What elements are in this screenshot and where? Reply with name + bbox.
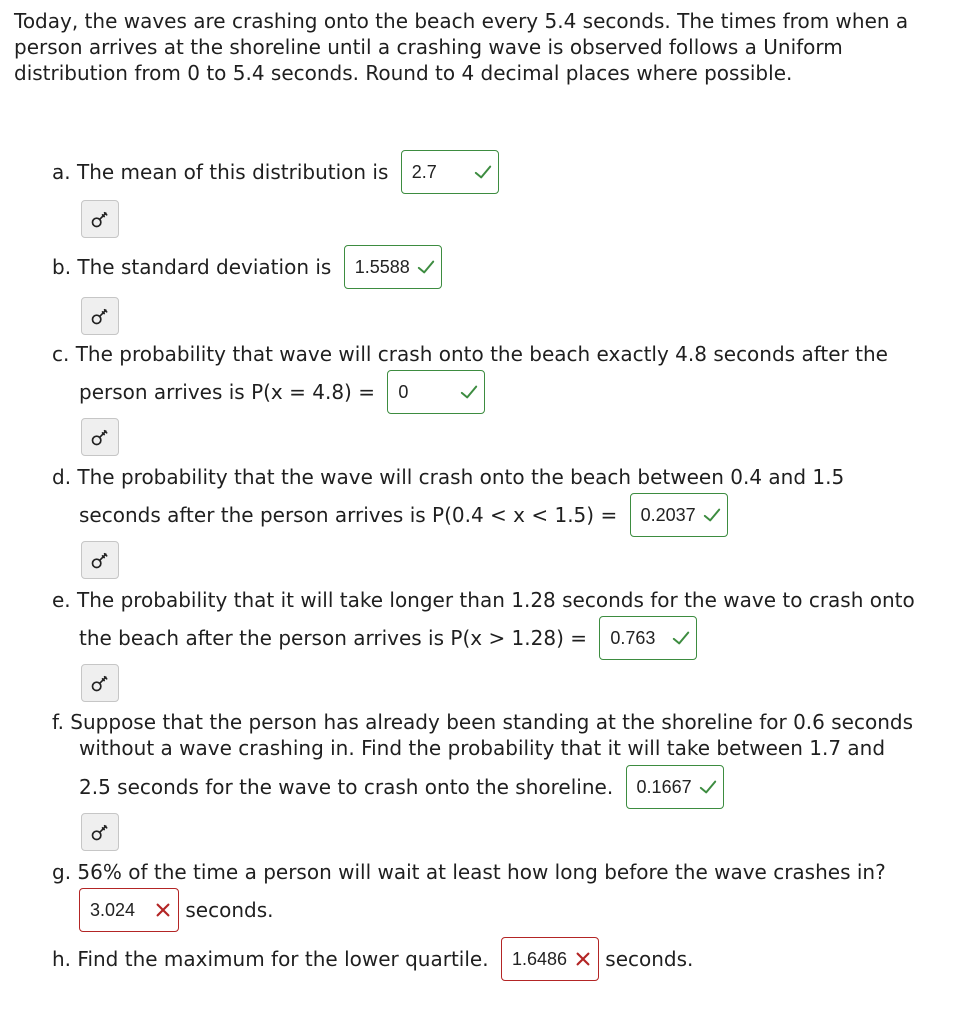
checkmark-icon	[699, 778, 717, 796]
answer-h-input[interactable]	[501, 937, 599, 981]
answer-d-input[interactable]	[630, 493, 728, 537]
key-icon	[90, 550, 110, 570]
question-c-text: person arrives is P(x = 4.8) =	[79, 380, 375, 404]
answer-e-input[interactable]	[599, 616, 697, 660]
question-b	[52, 245, 442, 289]
key-button-b[interactable]	[81, 297, 119, 335]
answer-h-value: 1.6486	[511, 949, 567, 969]
key-button-c[interactable]	[81, 418, 119, 456]
question-e	[79, 616, 697, 660]
question-h-suffix: seconds.	[605, 947, 694, 971]
answer-d-value: 0.2037	[640, 505, 696, 525]
question-f-text: 2.5 seconds for the wave to crash onto the shoreline.	[79, 775, 614, 799]
answer-g-value: 3.024	[90, 900, 136, 920]
answer-e-value: 0.763	[610, 628, 656, 648]
answer-a-value: 2.7	[411, 162, 437, 182]
key-icon	[90, 822, 110, 842]
question-h	[52, 937, 693, 981]
question-a-text: a. The mean of this distribution is	[52, 160, 389, 184]
answer-a-input[interactable]	[401, 150, 499, 194]
question-g-line1: g. 56% of the time a person will wait at least how long before the wave crashes in?	[52, 860, 886, 884]
question-f-line1: f. Suppose that the person has already been standing at the shoreline for 0.6 seconds	[52, 710, 913, 734]
checkmark-icon	[672, 629, 690, 647]
answer-f-value: 0.1667	[636, 777, 692, 797]
key-button-f[interactable]	[81, 813, 119, 851]
checkmark-icon	[417, 258, 435, 276]
question-b-text: b. The standard deviation is	[52, 255, 332, 279]
checkmark-icon	[460, 383, 478, 401]
answer-g-input[interactable]	[79, 888, 179, 932]
question-d-line1: d. The probability that the wave will crash onto the beach between 0.4 and 1.5	[52, 465, 845, 489]
checkmark-icon	[474, 163, 492, 181]
question-h-text: h. Find the maximum for the lower quartile.	[52, 947, 489, 971]
question-f-line2: without a wave crashing in. Find the probability that it will take between 1.7 and	[79, 736, 886, 760]
key-icon	[90, 427, 110, 447]
question-g-suffix: seconds.	[185, 898, 274, 922]
question-a	[52, 150, 499, 194]
question-c-line1: c. The probability that wave will crash onto the beach exactly 4.8 seconds after the	[52, 342, 888, 366]
answer-f-input[interactable]	[626, 765, 724, 809]
answer-c-input[interactable]	[387, 370, 485, 414]
question-e-line1: e. The probability that it will take longer than 1.28 seconds for the wave to crash onto	[52, 588, 915, 612]
key-icon	[90, 209, 110, 229]
question-g	[73, 888, 273, 932]
question-d	[79, 493, 728, 537]
key-button-d[interactable]	[81, 541, 119, 579]
problem-intro: Today, the waves are crashing onto the beach every 5.4 seconds. The times from when a person arrives at the shoreline until a crashing wave is observed follows a Uniform distribution from 0 to 5.4 seconds. Round to 4 decimal places where possible.	[14, 9, 909, 85]
question-c	[79, 370, 485, 414]
key-button-a[interactable]	[81, 200, 119, 238]
answer-b-value: 1.5588	[354, 257, 410, 277]
question-d-text: seconds after the person arrives is P(0.4 < x < 1.5) =	[79, 503, 618, 527]
x-mark-icon	[154, 901, 172, 919]
answer-c-value: 0	[398, 382, 409, 402]
question-f	[79, 765, 724, 809]
question-e-text: the beach after the person arrives is P(x > 1.28) =	[79, 626, 588, 650]
key-icon	[90, 673, 110, 693]
checkmark-icon	[703, 506, 721, 524]
x-mark-icon	[574, 950, 592, 968]
key-icon	[90, 306, 110, 326]
answer-b-input[interactable]	[344, 245, 442, 289]
key-button-e[interactable]	[81, 664, 119, 702]
